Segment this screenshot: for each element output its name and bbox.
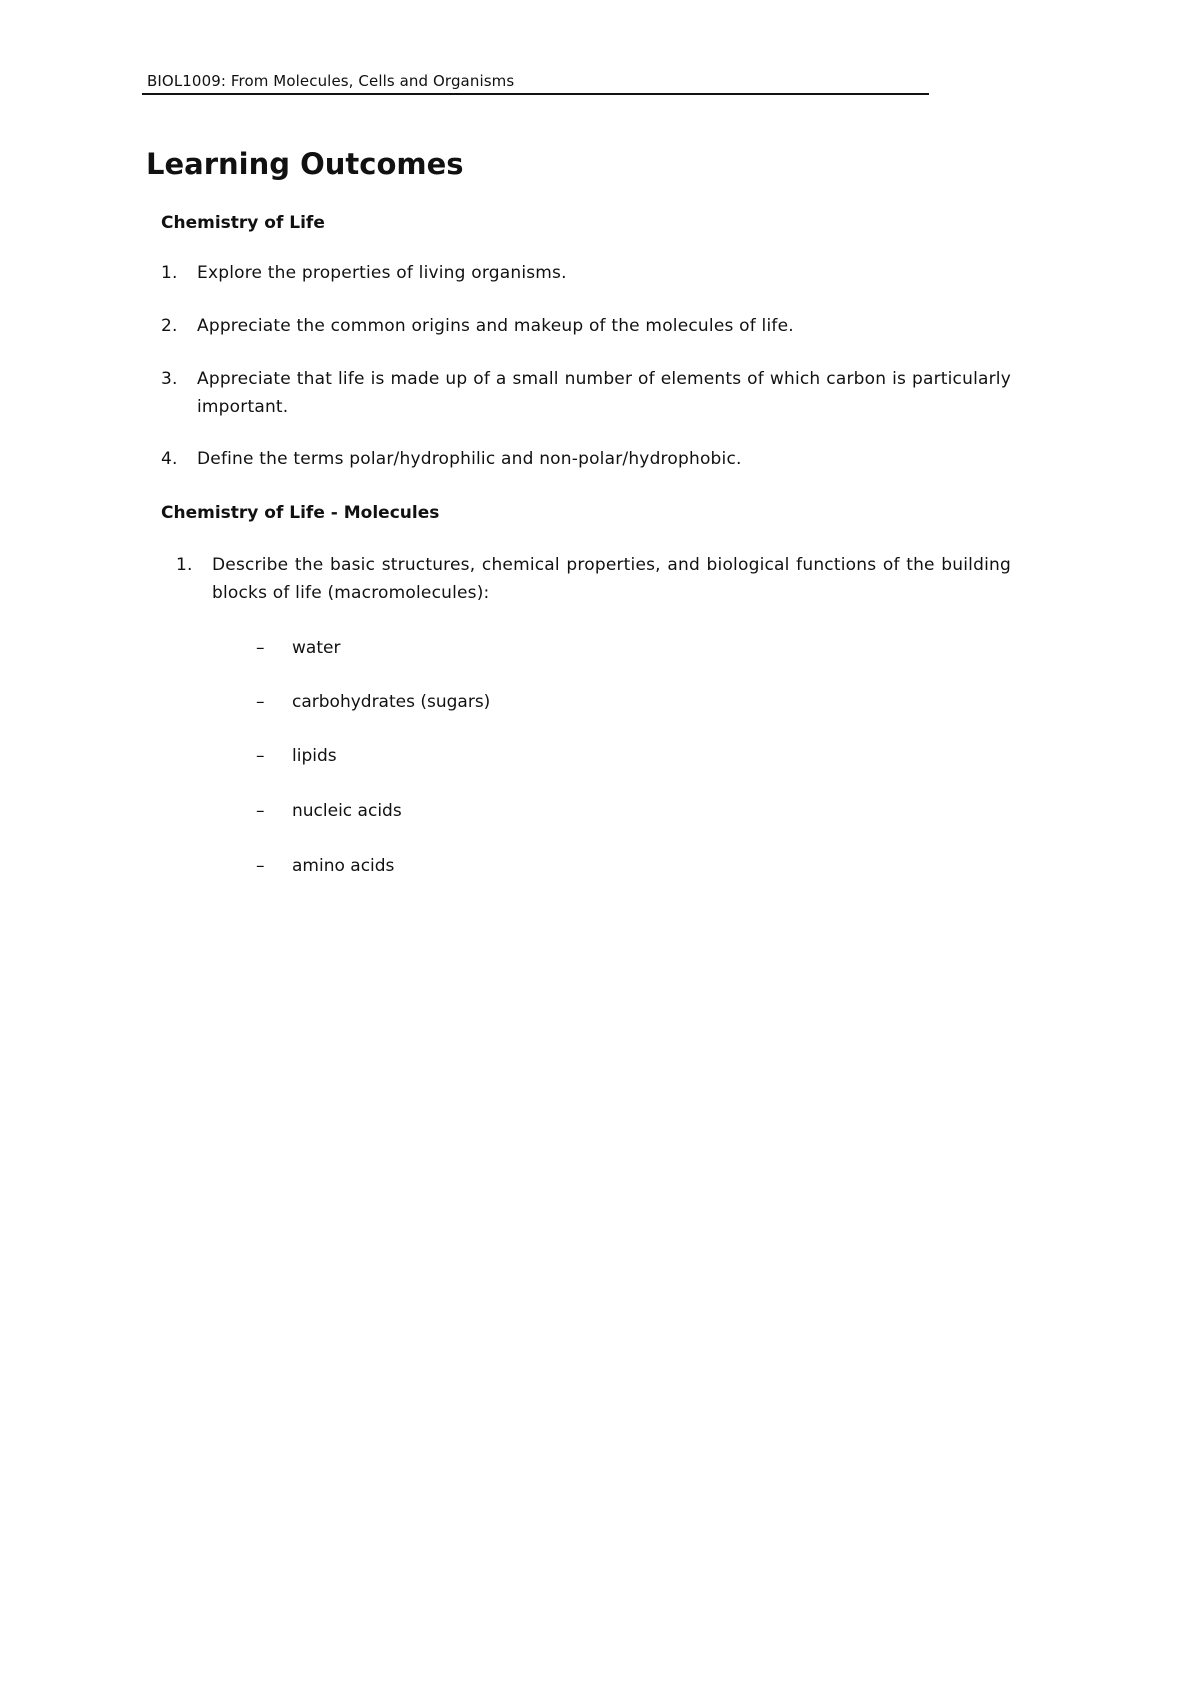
outcome-text: Describe the basic structures, chemical properties, and biological functions of the building blocks of life (macromolecules): bbox=[212, 555, 1011, 603]
header-rule bbox=[142, 93, 929, 95]
sub-item-text: nucleic acids bbox=[292, 801, 402, 821]
dash-bullet: – bbox=[256, 692, 265, 712]
dash-bullet: – bbox=[256, 801, 265, 821]
outcome-number: 2. bbox=[161, 316, 178, 336]
outcome-text: Explore the properties of living organisms. bbox=[197, 263, 567, 283]
sub-item-text: lipids bbox=[292, 746, 337, 766]
outcome-text: Appreciate the common origins and makeup of the molecules of life. bbox=[197, 316, 794, 336]
sub-item-text: water bbox=[292, 638, 341, 658]
section-heading-chemistry-of-life-molecules: Chemistry of Life - Molecules bbox=[161, 503, 440, 523]
outcome-number: 4. bbox=[161, 449, 178, 469]
outcome-number: 3. bbox=[161, 369, 178, 389]
outcome-number: 1. bbox=[176, 555, 193, 575]
running-header: BIOL1009: From Molecules, Cells and Organisms bbox=[147, 72, 515, 90]
sub-item-text: carbohydrates (sugars) bbox=[292, 692, 491, 712]
dash-bullet: – bbox=[256, 856, 265, 876]
dash-bullet: – bbox=[256, 638, 265, 658]
dash-bullet: – bbox=[256, 746, 265, 766]
outcome-number: 1. bbox=[161, 263, 178, 283]
sub-item-text: amino acids bbox=[292, 856, 395, 876]
outcome-text: Define the terms polar/hydrophilic and non-polar/hydrophobic. bbox=[197, 449, 742, 469]
section-heading-chemistry-of-life: Chemistry of Life bbox=[161, 213, 325, 233]
page-title: Learning Outcomes bbox=[146, 147, 464, 181]
outcome-text: Appreciate that life is made up of a small number of elements of which carbon is particularly important. bbox=[197, 369, 1011, 417]
